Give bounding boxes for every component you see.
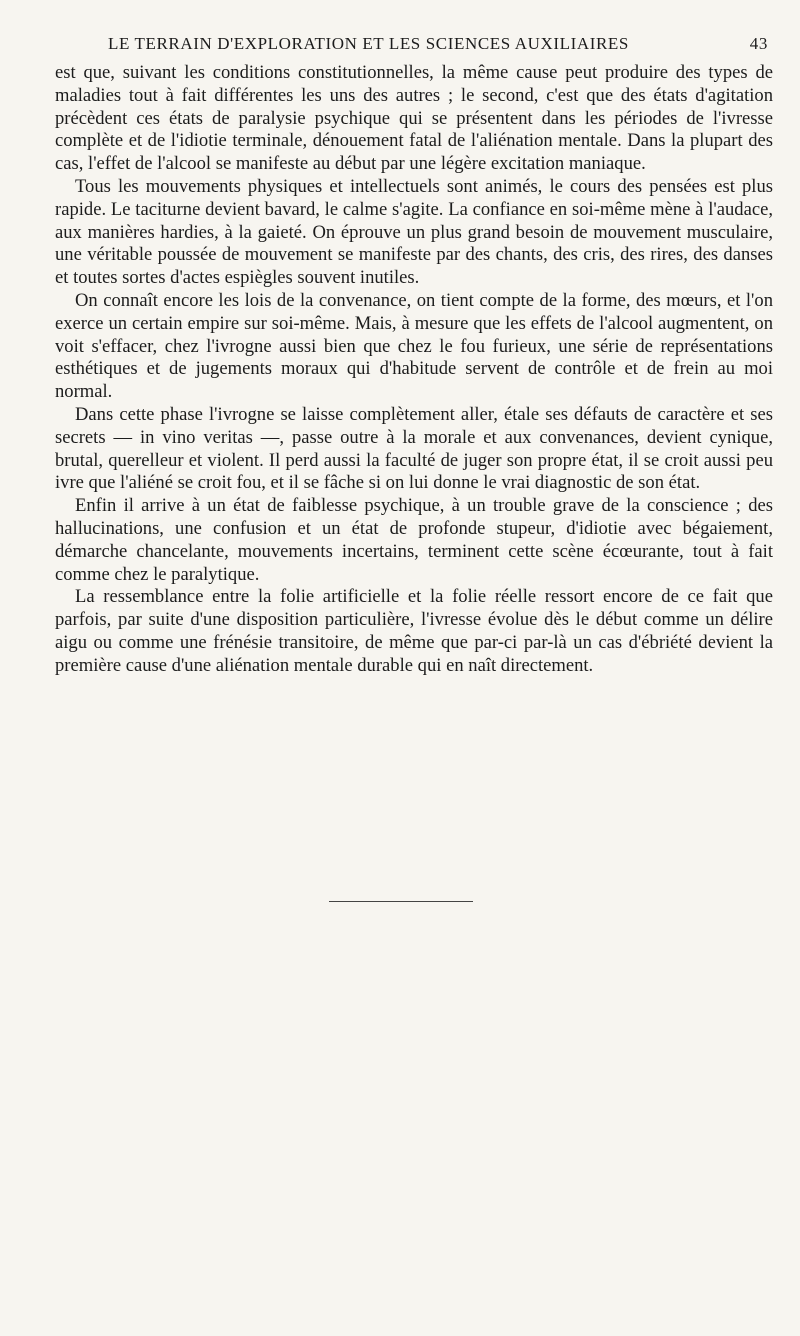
body-text [55,62,773,678]
paragraph-4: Dans cette phase l'ivrogne se laisse complètement aller, étale ses défauts de caractère et ses secrets — in vino veritas —, passe outre à la morale et aux convenances, devient cynique, brutal, querelleur et violent. Il perd aussi la faculté de juger son propre état, il se croit aussi peu ivre que l'aliéné se croit fou, et il se fâche si on lui donne le vrai diagnostic de son état. [55,403,773,494]
page-number: 43 [749,34,768,53]
section-divider-rule [329,901,473,902]
paragraph-6: La ressemblance entre la folie artificielle et la folie réelle ressort encore de ce fait que parfois, par suite d'une disposition particulière, l'ivresse évolue dès le début comme un délire aigu ou comme une frénésie transitoire, de même que par-ci par-là un cas d'ébriété devient la première cause d'une aliénation mentale durable qui en naît directement. [55,586,773,676]
paragraph-3: On connaît encore les lois de la convenance, on tient compte de la forme, des mœurs, et l'on exerce un certain empire sur soi-même. Mais, à mesure que les effets de l'alcool augmentent, on voit s'effacer, chez l'ivrogne aussi bien que chez le fou furieux, une série de représentations esthétiques et de jugements moraux qui d'habitude servent de contrôle et de frein au moi normal. [55,289,773,403]
running-head [108,34,768,54]
paragraph-1: est que, suivant les conditions constitutionnelles, la même cause peut produire des types de maladies tout à fait différentes les uns des autres ; le second, c'est que des états d'agitation précèdent ces états de paralysie psychique qui se présentent dans les périodes de l'ivresse complète et de l'idiotie terminale, dénouement fatal de l'aliénation mentale. Dans la plupart des cas, l'effet de l'alcool se manifeste au début par une légère excitation maniaque. [55,62,773,175]
running-head-title: LE TERRAIN D'EXPLORATION ET LES SCIENCES AUXILIAIRES [108,34,629,53]
paragraph-5: Enfin il arrive à un état de faiblesse psychique, à un trouble grave de la conscience ; des hallucinations, une confusion et un état de profonde stupeur, d'idiotie avec bégaiement, démarche chancelante, mouvements incertains, terminent cette scène écœurante, tout à fait comme chez le paralytique. [55,495,773,585]
paragraph-2: Tous les mouvements physiques et intellectuels sont animés, le cours des pensées est plus rapide. Le taciturne devient bavard, le calme s'agite. La confiance en soi-même mène à l'audace, aux manières hardies, à la gaieté. On éprouve un plus grand besoin de mouvement musculaire, une véritable poussée de mouvement se manifeste par des chants, des cris, des rires, des danses et toutes sortes d'actes espiègles souvent inutiles. [55,175,773,289]
